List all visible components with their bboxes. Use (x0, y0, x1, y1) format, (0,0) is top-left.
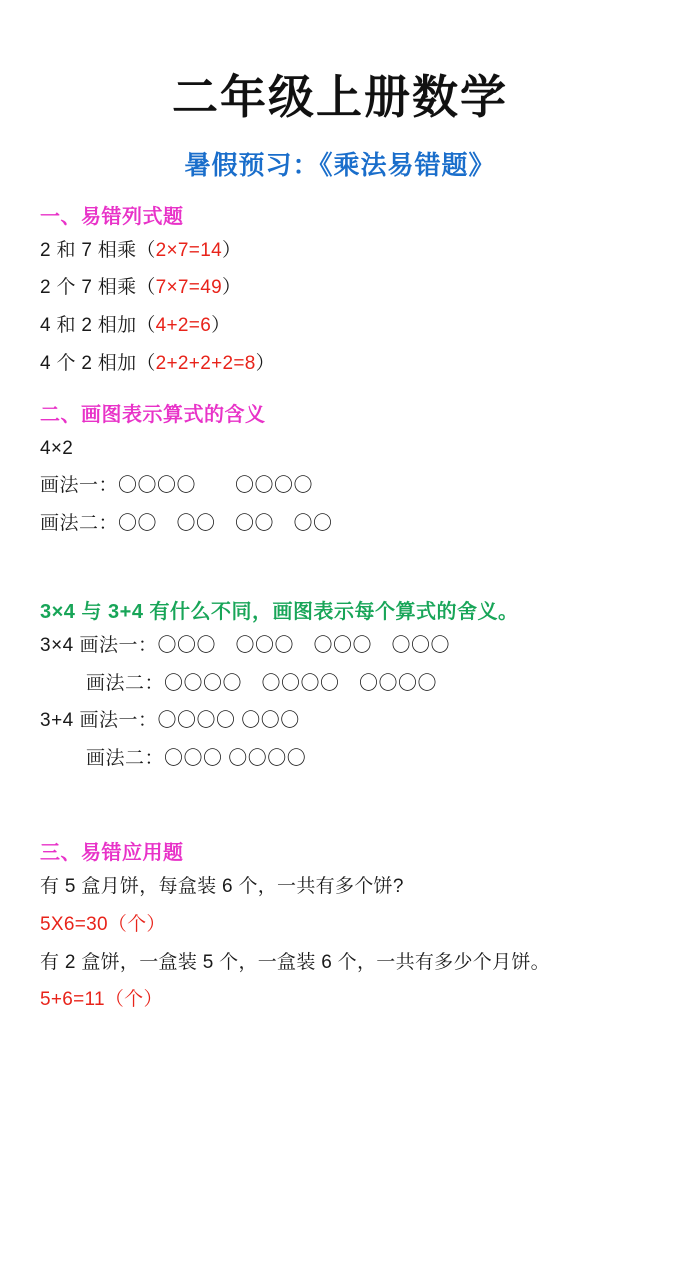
close-paren: ） (255, 352, 275, 374)
answer-text: 2+2+2+2=8 (155, 352, 256, 374)
question-text: 4 和 2 相加（ (40, 315, 156, 337)
spacer (40, 547, 640, 577)
word-problem-answer: 5+6=11（个） (40, 989, 163, 1011)
compare-row-3: 3+4 画法一：〇〇〇〇 〇〇〇 (40, 710, 300, 732)
list-item (40, 311, 640, 342)
page-subtitle: 暑假预习：《乘法易错题》 (184, 149, 496, 180)
word-problem-question: 有 2 盒饼，一盒装 5 个，一盒装 6 个，一共有多少个月饼。 (40, 951, 550, 973)
answer-text: 7×7=49 (155, 277, 222, 299)
compare-heading: 3×4 与 3+4 有什么不同，画图表示每个算式的舍义。 (40, 600, 519, 623)
compare-row-2: 画法二：〇〇〇〇 〇〇〇〇 〇〇〇〇 (86, 672, 438, 694)
answer-text: 4+2=6 (155, 315, 212, 337)
word-problem-answer: 5X6=30（个） (40, 913, 166, 935)
close-paren: ） (221, 239, 242, 261)
drawing-method-two: 画法二：〇〇 〇〇 〇〇 〇〇 (40, 513, 333, 535)
section-heading-1: 一、易错列式题 (40, 205, 184, 228)
compare-row-4: 画法二：〇〇〇 〇〇〇〇 (86, 748, 307, 770)
answer-text: 2×7=14 (155, 239, 222, 261)
close-paren: ） (221, 277, 242, 299)
drawing-method-one: 画法一：〇〇〇〇 〇〇〇〇 (40, 475, 314, 497)
compare-row-1: 3×4 画法一：〇〇〇 〇〇〇 〇〇〇 〇〇〇 (40, 634, 451, 656)
list-item (40, 349, 640, 380)
section-heading-2: 二、画图表示算式的含义 (40, 403, 266, 426)
list-item (40, 273, 640, 304)
close-paren: ） (211, 315, 231, 337)
question-text: 4 个 2 相加（ (40, 352, 156, 374)
question-text: 2 和 7 相乘（ (40, 239, 156, 261)
expression-4x2: 4×2 (40, 437, 74, 459)
word-problem-question: 有 5 盒月饼，每盒装 6 个，一共有多个饼? (40, 876, 404, 898)
list-item (40, 236, 640, 267)
spacer (40, 782, 640, 818)
question-text: 2 个 7 相乘（ (40, 277, 156, 299)
worksheet-page (0, 72, 680, 1281)
section-heading-3: 三、易错应用题 (40, 842, 184, 865)
page-title: 二年级上册数学 (172, 70, 508, 124)
